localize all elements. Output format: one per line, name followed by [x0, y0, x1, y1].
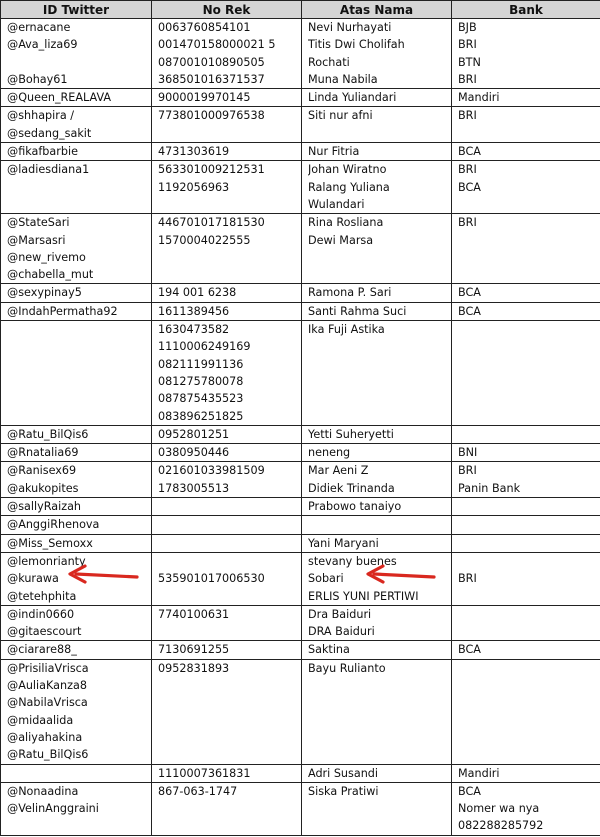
cell-line: @Ava_liza69 — [7, 38, 78, 52]
cell-line: 1110007361831 — [158, 766, 251, 780]
cell-line: Mar Aeni Z — [308, 464, 369, 478]
cell-line: @aliyahakina — [7, 730, 83, 744]
cell-line: BRI — [458, 572, 477, 586]
cell-line: BRI — [458, 216, 477, 230]
cell-line: Ralang Yuliana — [308, 180, 390, 194]
table-row — [1, 425, 600, 443]
cell-id-twitter — [1, 214, 152, 284]
table-row — [1, 161, 600, 214]
table-row — [1, 284, 600, 302]
cell-line: @VelinAnggraini — [7, 802, 99, 816]
cell-atas-nama — [302, 498, 452, 516]
cell-atas-nama — [302, 605, 452, 641]
header-bank: Bank — [452, 1, 600, 19]
cell-line: 773801000976538 — [158, 109, 265, 123]
cell-line: 0952831893 — [158, 661, 230, 675]
cell-line: Mandiri — [458, 91, 500, 105]
table-body — [1, 19, 600, 836]
cell-id-twitter — [1, 444, 152, 462]
cell-line: 083896251825 — [158, 409, 244, 423]
cell-id-twitter — [1, 107, 152, 143]
cell-line: @ciarare88_ — [7, 643, 77, 657]
cell-id-twitter — [1, 462, 152, 498]
cell-line: 0380950446 — [158, 446, 230, 460]
cell-line: DRA Baiduri — [308, 625, 375, 639]
cell-line: @sexypinay5 — [7, 286, 82, 300]
cell-bank — [452, 605, 600, 641]
cell-bank — [452, 143, 600, 161]
cell-line: BJB — [458, 21, 477, 34]
cell-line: @fikafbarbie — [7, 145, 78, 159]
table-row — [1, 89, 600, 107]
cell-id-twitter — [1, 552, 152, 605]
cell-line: 1192056963 — [158, 180, 230, 194]
cell-line: Siti nur afni — [308, 109, 373, 123]
cell-line: neneng — [308, 446, 351, 460]
cell-no-rek — [152, 107, 302, 143]
cell-atas-nama — [302, 659, 452, 764]
cell-id-twitter — [1, 605, 152, 641]
cell-line: Wulandari — [308, 197, 365, 211]
cell-line — [7, 54, 151, 71]
cell-id-twitter — [1, 302, 152, 320]
cell-line: @StateSari — [7, 216, 70, 230]
cell-line: 021601033981509 — [158, 464, 265, 478]
table-row — [1, 214, 600, 284]
cell-no-rek — [152, 284, 302, 302]
cell-line: @PrisiliaVrisca — [7, 661, 89, 675]
cell-bank — [452, 641, 600, 659]
cell-line: @Rnatalia69 — [7, 446, 79, 460]
cell-atas-nama — [302, 516, 452, 534]
cell-line: BCA — [458, 286, 481, 300]
cell-line: BCA — [458, 643, 481, 657]
cell-bank — [452, 89, 600, 107]
cell-line: Nevi Nurhayati — [308, 21, 392, 34]
cell-line: @Queen_REALAVA — [7, 91, 112, 105]
cell-line: @new_rivemo — [7, 250, 86, 264]
cell-id-twitter — [1, 659, 152, 764]
cell-line: @chabella_mut — [7, 268, 94, 282]
cell-line: Johan Wiratno — [308, 163, 387, 177]
cell-line: BCA — [458, 304, 481, 318]
cell-line: @Ratu_BilQis6 — [7, 748, 89, 762]
table-row — [1, 552, 600, 605]
cell-id-twitter — [1, 89, 152, 107]
cell-no-rek — [152, 19, 302, 89]
cell-line: 368501016371537 — [158, 72, 265, 86]
cell-line: @akukopites — [7, 481, 79, 495]
cell-line: BRI — [458, 38, 477, 52]
cell-line: 867-063-1747 — [158, 784, 238, 798]
cell-atas-nama — [302, 534, 452, 552]
cell-bank — [452, 321, 600, 426]
cell-bank — [452, 534, 600, 552]
cell-id-twitter — [1, 321, 152, 426]
cell-line: 087001010890505 — [158, 55, 265, 69]
cell-atas-nama — [302, 143, 452, 161]
cell-atas-nama — [302, 321, 452, 426]
cell-line: @gitaescourt — [7, 625, 82, 639]
table-row — [1, 534, 600, 552]
cell-no-rek — [152, 425, 302, 443]
cell-bank — [452, 425, 600, 443]
cell-line: 1611389456 — [158, 304, 230, 318]
cell-line: 9000019970145 — [158, 91, 251, 105]
cell-id-twitter — [1, 19, 152, 89]
cell-atas-nama — [302, 425, 452, 443]
cell-line: @indin0660 — [7, 607, 75, 621]
cell-no-rek — [152, 444, 302, 462]
cell-bank — [452, 462, 600, 498]
cell-line: 082288285792 — [458, 819, 544, 833]
cell-atas-nama — [302, 641, 452, 659]
cell-bank — [452, 552, 600, 605]
cell-line: @sedang_sakit — [7, 126, 92, 140]
cell-line: Didiek Trinanda — [308, 481, 395, 495]
cell-line: 1570004022555 — [158, 233, 251, 247]
table-row — [1, 498, 600, 516]
cell-line: @NabilaVrisca — [7, 696, 88, 710]
cell-atas-nama — [302, 552, 452, 605]
cell-line: Saktina — [308, 643, 350, 657]
cell-line: @AuliaKanza8 — [7, 679, 87, 692]
cell-line: 081275780078 — [158, 374, 244, 388]
cell-line: 4731303619 — [158, 145, 230, 159]
table-row — [1, 143, 600, 161]
cell-line: @tetehphita — [7, 589, 77, 603]
cell-line: @shhapira / — [7, 109, 75, 123]
cell-line: BNI — [458, 446, 478, 460]
table-row — [1, 444, 600, 462]
cell-no-rek — [152, 552, 302, 605]
header-id-twitter: ID Twitter — [1, 1, 152, 19]
cell-no-rek — [152, 161, 302, 214]
cell-line: Nur Fitria — [308, 145, 360, 159]
cell-no-rek — [152, 764, 302, 782]
cell-line: @Marsasri — [7, 233, 66, 247]
cell-id-twitter — [1, 143, 152, 161]
cell-line: @Bohay61 — [7, 72, 68, 86]
cell-line: 001470158000021 5 — [158, 38, 276, 52]
cell-id-twitter — [1, 782, 152, 835]
cell-atas-nama — [302, 161, 452, 214]
cell-id-twitter — [1, 161, 152, 214]
cell-line: 1110006249169 — [158, 340, 251, 354]
cell-line: Dewi Marsa — [308, 233, 374, 247]
cell-line: ERLIS YUNI PERTIWI — [308, 589, 419, 603]
cell-atas-nama — [302, 444, 452, 462]
table-row — [1, 605, 600, 641]
cell-line: @IndahPermatha92 — [7, 304, 118, 318]
cell-line: @Miss_Semoxx — [7, 536, 93, 550]
cell-line: Muna Nabila — [308, 72, 378, 86]
cell-line: @Ratu_BilQis6 — [7, 427, 89, 441]
cell-line: Panin Bank — [458, 481, 521, 495]
cell-line: 563301009212531 — [158, 163, 265, 177]
cell-line: 0063760854101 — [158, 21, 251, 34]
cell-line: Rochati — [308, 55, 350, 69]
cell-bank — [452, 161, 600, 214]
cell-line: BTN — [458, 55, 481, 69]
cell-line: BCA — [458, 784, 481, 798]
cell-line: BRI — [458, 109, 477, 123]
cell-line: Siska Pratiwi — [308, 784, 379, 798]
header-row — [1, 1, 600, 19]
cell-line: 535901017006530 — [158, 572, 265, 586]
header-no-rek: No Rek — [152, 1, 302, 19]
cell-line: Linda Yuliandari — [308, 91, 397, 105]
table-row — [1, 302, 600, 320]
cell-atas-nama — [302, 214, 452, 284]
cell-line: @sallyRaizah — [7, 500, 82, 514]
cell-line: Rina Rosliana — [308, 216, 384, 230]
cell-line: BRI — [458, 72, 477, 86]
cell-line: 1630473582 — [158, 323, 230, 337]
cell-bank — [452, 284, 600, 302]
cell-line: 082111991136 — [158, 357, 244, 371]
cell-line: @midaalida — [7, 713, 74, 727]
header-atas-nama: Atas Nama — [302, 1, 452, 19]
cell-atas-nama — [302, 764, 452, 782]
cell-id-twitter — [1, 516, 152, 534]
cell-bank — [452, 302, 600, 320]
cell-bank — [452, 659, 600, 764]
table-row — [1, 516, 600, 534]
cell-line: Yani Maryani — [308, 536, 379, 550]
cell-line — [458, 553, 600, 570]
cell-id-twitter — [1, 284, 152, 302]
cell-no-rek — [152, 641, 302, 659]
cell-line — [158, 553, 301, 570]
cell-line: 1783005513 — [158, 481, 230, 495]
cell-no-rek — [152, 214, 302, 284]
cell-id-twitter — [1, 425, 152, 443]
cell-no-rek — [152, 534, 302, 552]
cell-line: stevany buenes — [308, 554, 397, 568]
cell-line: Yetti Suheryetti — [308, 427, 394, 441]
cell-atas-nama — [302, 302, 452, 320]
cell-no-rek — [152, 462, 302, 498]
cell-line: @Ranisex69 — [7, 464, 77, 478]
cell-line: Mandiri — [458, 766, 500, 780]
cell-line: Adri Susandi — [308, 766, 378, 780]
cell-line: 7130691255 — [158, 643, 230, 657]
cell-line: Dra Baiduri — [308, 607, 372, 621]
cell-line: Prabowo tanaiyo — [308, 500, 402, 514]
cell-line: BRI — [458, 464, 477, 478]
cell-bank — [452, 498, 600, 516]
cell-atas-nama — [302, 284, 452, 302]
cell-bank — [452, 764, 600, 782]
cell-no-rek — [152, 302, 302, 320]
cell-atas-nama — [302, 782, 452, 835]
cell-atas-nama — [302, 89, 452, 107]
cell-id-twitter — [1, 764, 152, 782]
cell-id-twitter — [1, 641, 152, 659]
cell-atas-nama — [302, 107, 452, 143]
table-row — [1, 321, 600, 426]
cell-line: 0952801251 — [158, 427, 230, 441]
table-row — [1, 764, 600, 782]
cell-bank — [452, 444, 600, 462]
cell-line: @lemonrianty — [7, 554, 86, 568]
cell-line: Sobari — [308, 572, 344, 586]
table-row — [1, 462, 600, 498]
cell-no-rek — [152, 498, 302, 516]
cell-line: 446701017181530 — [158, 216, 265, 230]
cell-line: Titis Dwi Cholifah — [308, 38, 405, 52]
cell-bank — [452, 214, 600, 284]
cell-no-rek — [152, 143, 302, 161]
table-row — [1, 19, 600, 89]
cell-line: BRI — [458, 163, 477, 177]
cell-no-rek — [152, 659, 302, 764]
cell-line: Ramona P. Sari — [308, 286, 392, 300]
cell-line: @kurawa — [7, 572, 59, 586]
cell-line: @ladiesdiana1 — [7, 163, 90, 177]
table-row — [1, 782, 600, 835]
cell-line: @ernacane — [7, 21, 71, 34]
cell-line: 194 001 6238 — [158, 286, 237, 300]
cell-line: 087875435523 — [158, 392, 244, 406]
cell-line: @AnggiRhenova — [7, 518, 100, 532]
cell-id-twitter — [1, 534, 152, 552]
cell-bank — [452, 782, 600, 835]
cell-bank — [452, 19, 600, 89]
table-row — [1, 641, 600, 659]
cell-line: BCA — [458, 145, 481, 159]
cell-no-rek — [152, 516, 302, 534]
cell-bank — [452, 516, 600, 534]
cell-line: 7740100631 — [158, 607, 230, 621]
cell-bank — [452, 107, 600, 143]
table-row — [1, 659, 600, 764]
cell-no-rek — [152, 605, 302, 641]
cell-line: Ika Fuji Astika — [308, 323, 385, 337]
table-row — [1, 107, 600, 143]
cell-atas-nama — [302, 19, 452, 89]
cell-no-rek — [152, 89, 302, 107]
cell-line: @Nonaadina — [7, 784, 79, 798]
cell-line: BCA — [458, 180, 481, 194]
cell-line: Santi Rahma Suci — [308, 304, 407, 318]
cell-line: Bayu Rulianto — [308, 661, 386, 675]
cell-atas-nama — [302, 462, 452, 498]
cell-line: Nomer wa nya — [458, 802, 540, 816]
cell-id-twitter — [1, 498, 152, 516]
cell-no-rek — [152, 782, 302, 835]
cell-no-rek — [152, 321, 302, 426]
